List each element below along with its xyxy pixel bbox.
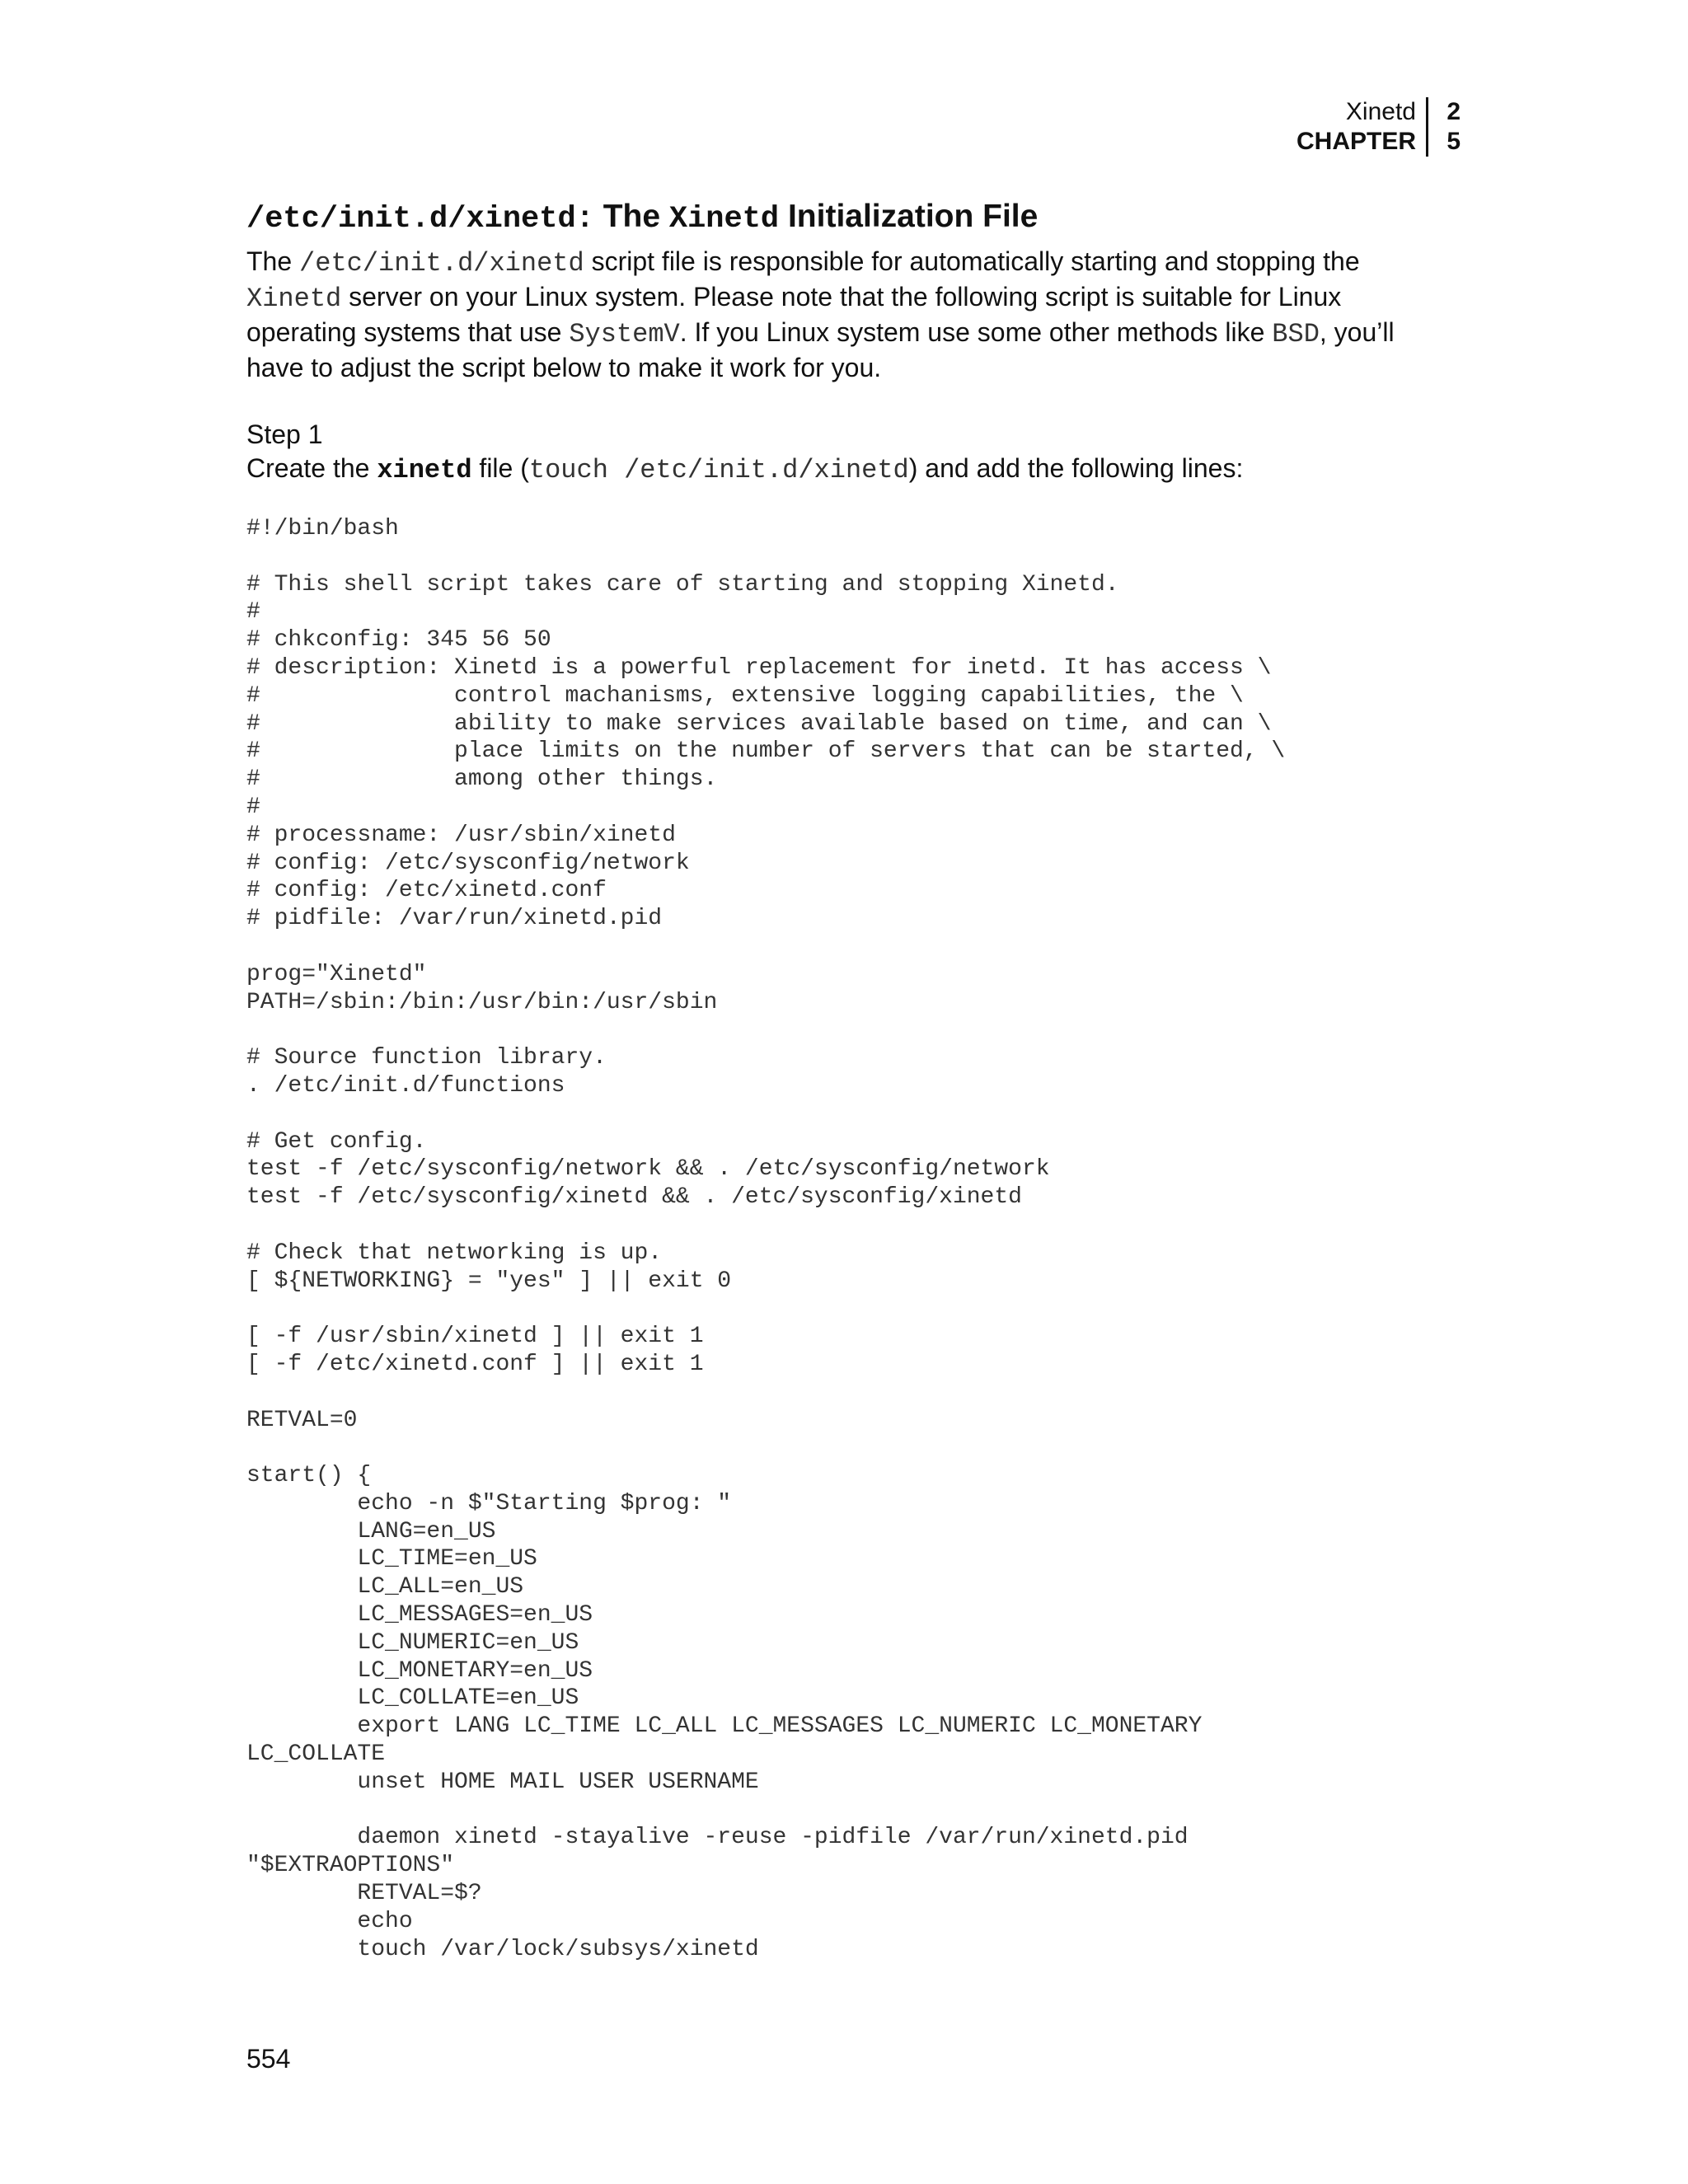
intro-code-systemv: SystemV: [569, 319, 680, 349]
intro-paragraph: [246, 245, 1433, 385]
header-chapter-name: Xinetd: [1345, 98, 1416, 125]
step-description: [246, 452, 1433, 487]
step-heading: Step 1: [246, 419, 323, 449]
header-chapter-label: CHAPTER: [1296, 128, 1416, 155]
step-code-xinetd: xinetd: [377, 455, 472, 485]
header-chapter-numbers: [1447, 97, 1461, 157]
code-listing: #!/bin/bash # This shell script takes care of starting and stopping Xinetd. # # chkconfig: 345 56 50 # description: Xinetd is a powerful replacement for inetd. It has access \ # control machanisms, extensive logging capabilities, the \ # ability to make services available based on time, and can \ # place limits on the number of servers that can be started, \ # among other things. # # processname: /usr/sbin/xinetd # config: /etc/sysconfig/network # config: /etc/xinetd.conf # pidfile: /var/run/xinetd.pid prog="Xinetd" PATH=/sbin:/bin:/usr/bin:/usr/sbin # Source function library. . /etc/init.d/functions # Get config. test -f /etc/sysconfig/network && . /etc/sysconfig/network test -f /etc/sysconfig/xinetd && . /etc/sysconfig/xinetd # Check that networking is up. [ ${NETWORKING} = "yes" ] || exit 0 [ -f /usr/sbin/xinetd ] || exit 1 [ -f /etc/xinetd.conf ] || exit 1 RETVAL=0 start() { echo -n $"Starting $prog: " LANG=en_US LC_TIME=en_US LC_ALL=en_US LC_MESSAGES=en_US LC_NUMERIC=en_US LC_MONETARY=en_US LC_COLLATE=en_US export LANG LC_TIME LC_ALL LC_MESSAGES LC_NUMERIC LC_MONETARY LC_COLLATE unset HOME MAIL USER USERNAME daemon xinetd -stayalive -reuse -pidfile /var/run/xinetd.pid "$EXTRAOPTIONS" RETVAL=$? echo touch /var/lock/subsys/xinetd: [246, 516, 1286, 1962]
intro-code-bsd: BSD: [1272, 319, 1320, 349]
title-xinetd: Xinetd: [668, 202, 780, 237]
running-header: [1296, 97, 1461, 157]
intro-code-path: /etc/init.d/xinetd: [299, 248, 584, 279]
header-number-top: 2: [1447, 98, 1461, 125]
step-text-1: Create the: [246, 453, 377, 483]
step-code-touch: touch /etc/init.d/xinetd: [528, 455, 909, 485]
title-rest: Initialization File: [779, 199, 1039, 234]
intro-text-5: , you’ll have to adjust the script below to make it work for you.: [246, 317, 1395, 382]
intro-text-4: . If you Linux system use some other methods like: [679, 317, 1273, 347]
page-number: 554: [246, 2044, 291, 2074]
intro-text-1: The: [246, 246, 300, 276]
step-text-2: file (: [471, 453, 529, 483]
section-title: [246, 198, 1433, 238]
intro-text-3: server on your Linux system. Please note that the following script is suitable for Linux operating systems that use: [246, 282, 1342, 347]
intro-text-2: script file is responsible for automatically starting and stopping the: [584, 246, 1360, 276]
step-text-3: ) and add the following lines:: [908, 453, 1244, 483]
title-the: The: [593, 199, 669, 234]
header-number-bottom: 5: [1447, 128, 1461, 155]
intro-code-xinetd: Xinetd: [246, 284, 342, 314]
title-path: /etc/init.d/xinetd:: [246, 202, 594, 237]
page-content: [246, 198, 1433, 1963]
